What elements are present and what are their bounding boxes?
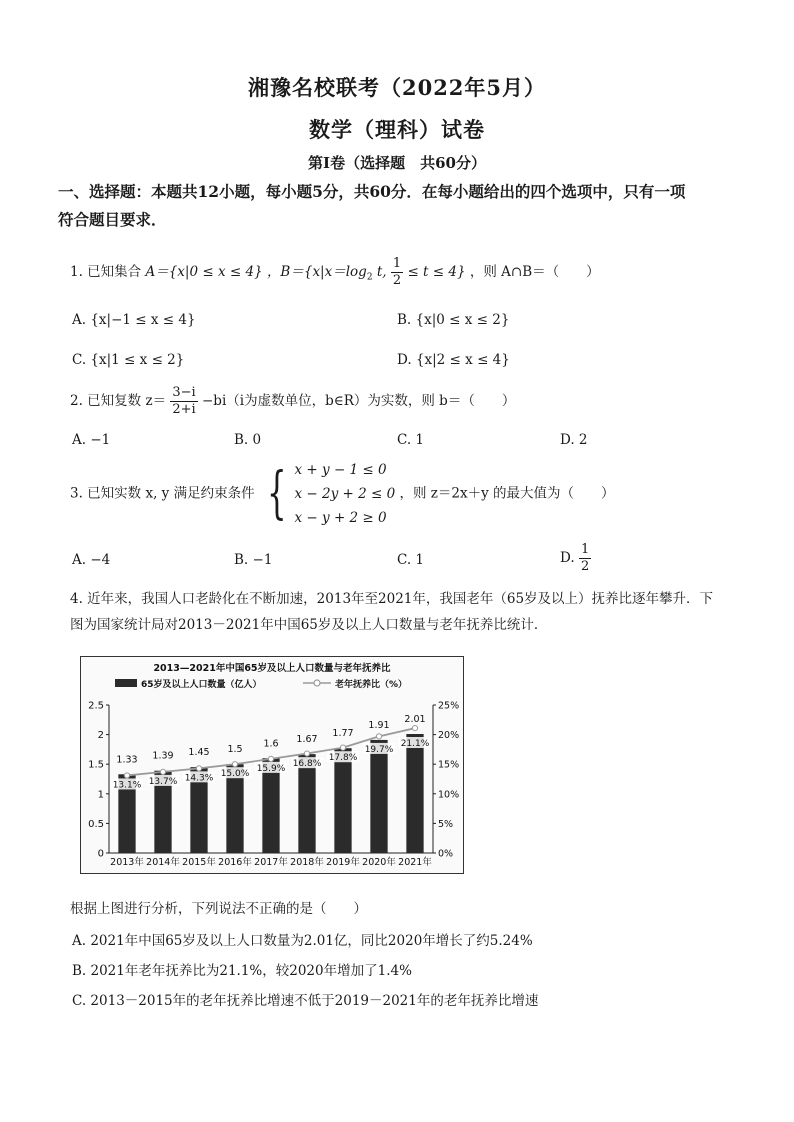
q3-option-d <box>560 542 591 575</box>
q3-option-a: A. −4 <box>72 552 111 568</box>
question-1-stem <box>70 256 600 289</box>
ratio-point <box>160 769 165 774</box>
ratio-point <box>412 725 417 730</box>
ratio-point <box>232 762 237 767</box>
q3-brace-icon: { <box>266 461 287 526</box>
part-heading: 第Ⅰ卷（选择题 共60分） <box>308 154 486 172</box>
ratio-point <box>268 756 273 761</box>
q1-option-b: B. {x|0 ≤ x ≤ 2} <box>397 312 510 328</box>
q3-prefix: 3. 已知实数 x, y 满足约束条件 <box>70 485 255 502</box>
q1-frac-den: 2 <box>392 273 402 288</box>
section-line-1: 一、选择题：本题共12小题，每小题5分，共60分．在每小题给出的四个选项中，只有一项 <box>58 182 686 201</box>
q4-line-2: 图为国家统计局对2013－2021年中国65岁及以上人口数量与老年抚养比统计． <box>70 617 548 633</box>
left-tick-label: 2.5 <box>88 700 104 712</box>
q3-constraint-1: x + y − 1 ≤ 0 <box>294 462 387 478</box>
x-tick-label: 2013年 <box>110 857 144 868</box>
population-chart <box>80 656 464 874</box>
legend-line-marker <box>314 680 320 686</box>
q2-option-a: A. −1 <box>72 432 111 448</box>
x-tick-label: 2019年 <box>326 857 360 868</box>
q1-suffix: ，则 A∩B＝（ ） <box>469 264 600 280</box>
legend-bar-label: 65岁及以上人口数量（亿人） <box>141 680 262 690</box>
bar-value-label: 1.45 <box>188 747 210 759</box>
right-tick-label: 15% <box>438 759 460 771</box>
right-tick-label: 20% <box>438 730 460 742</box>
q2-frac-num: 3−i <box>172 385 196 400</box>
q1-fraction <box>391 256 403 289</box>
ratio-value-label: 13.1% <box>112 780 142 791</box>
q1-set-a: A＝{x|0 ≤ x ≤ 4} <box>145 264 263 280</box>
legend-bar-swatch <box>115 679 137 687</box>
q3-opt-d-num: 1 <box>580 542 590 557</box>
q2-mid: −bi（i为虚数单位，b∈R）为实数，则 b＝（ ） <box>202 393 516 409</box>
chart-svg <box>81 657 463 873</box>
ratio-value-label: 16.8% <box>292 759 322 770</box>
q2-option-c: C. 1 <box>397 432 425 448</box>
x-tick-label: 2014年 <box>146 857 180 868</box>
ratio-value-label: 17.8% <box>328 753 358 764</box>
q4-option-c: C. 2013－2015年的老年抚养比增速不低于2019－2021年的老年抚养比增速 <box>72 993 539 1009</box>
bar-value-label: 1.6 <box>263 738 279 750</box>
question-4-stem <box>70 586 730 638</box>
q2-frac-den: 2+i <box>172 402 196 417</box>
left-tick-label: 1.5 <box>88 759 104 771</box>
right-tick-label: 10% <box>438 789 460 801</box>
bar-value-label: 1.39 <box>152 750 174 762</box>
exam-title: 湘豫名校联考（2022年5月） <box>247 75 547 100</box>
q1-frac-num: 1 <box>392 256 402 271</box>
q1-option-a: A. {x|−1 ≤ x ≤ 4} <box>72 312 196 328</box>
bar-value-label: 1.5 <box>227 744 243 756</box>
q3-opt-d-den: 2 <box>580 559 590 574</box>
q1-option-c: C. {x|1 ≤ x ≤ 2} <box>72 352 185 368</box>
bar-value-label: 2.01 <box>404 714 426 726</box>
x-tick-label: 2016年 <box>218 857 252 868</box>
left-tick-label: 0 <box>97 848 104 860</box>
ratio-point <box>196 766 201 771</box>
q3-constraint-2: x − 2y + 2 ≤ 0 <box>294 486 396 502</box>
legend-line-label: 老年抚养比（%） <box>335 680 408 690</box>
q2-prefix: 2. 已知复数 z＝ <box>70 393 167 409</box>
bar <box>406 734 423 853</box>
q1-option-d: D. {x|2 ≤ x ≤ 4} <box>397 352 510 368</box>
ratio-value-label: 13.7% <box>148 776 178 787</box>
q3-option-d-fraction <box>579 542 591 575</box>
left-tick-label: 1 <box>97 789 104 801</box>
q1-set-b-mid: t, <box>372 264 387 280</box>
q3-option-b: B. −1 <box>234 552 273 568</box>
q4-line-1: 4. 近年来，我国人口老龄化在不断加速，2013年至2021年，我国老年（65岁及以上）抚养比逐年攀升．下 <box>70 591 714 607</box>
ratio-point <box>124 773 129 778</box>
q3-suffix: ，则 z＝2x＋y 的最大值为（ ） <box>399 485 615 502</box>
x-tick-label: 2021年 <box>398 857 432 868</box>
x-tick-label: 2015年 <box>182 857 216 868</box>
q3-constraints <box>295 458 396 530</box>
ratio-point <box>340 745 345 750</box>
q1-prefix: 1. 已知集合 <box>70 264 142 280</box>
q1-set-b-suffix: ≤ t ≤ 4} <box>407 264 466 280</box>
q3-constraint-3: x − y + 2 ≥ 0 <box>294 510 387 526</box>
x-tick-label: 2018年 <box>290 857 324 868</box>
bar-value-label: 1.77 <box>332 728 354 740</box>
q2-option-b: B. 0 <box>234 432 262 448</box>
left-tick-label: 0.5 <box>88 818 104 830</box>
bar <box>334 748 351 853</box>
bar <box>370 740 387 853</box>
ratio-value-label: 15.0% <box>220 769 250 780</box>
chart-title: 2013—2021年中国65岁及以上人口数量与老年抚养比 <box>153 663 391 674</box>
left-tick-label: 2 <box>97 730 104 742</box>
q2-option-d: D. 2 <box>560 432 588 448</box>
q2-fraction <box>170 385 197 418</box>
q4-question: 根据上图进行分析，下列说法不正确的是（ ） <box>70 901 367 917</box>
bar-value-label: 1.67 <box>296 734 318 746</box>
ratio-point <box>376 734 381 739</box>
question-3-stem <box>70 458 615 530</box>
q4-option-b: B. 2021年老年抚养比为21.1%，较2020年增加了1.4% <box>72 963 412 979</box>
ratio-point <box>304 751 309 756</box>
section-line-2: 符合题目要求． <box>58 210 167 229</box>
ratio-value-label: 21.1% <box>400 739 430 750</box>
x-tick-label: 2017年 <box>254 857 288 868</box>
section-instructions <box>58 178 738 234</box>
q1-log-base: 2 <box>366 272 373 283</box>
q4-option-a: A. 2021年中国65岁及以上人口数量为2.01亿，同比2020年增长了约5.24% <box>72 933 533 949</box>
ratio-value-label: 19.7% <box>364 744 394 755</box>
right-tick-label: 5% <box>438 818 454 830</box>
x-tick-label: 2020年 <box>362 857 396 868</box>
q3-option-d-label: D. <box>560 550 575 566</box>
bar-value-label: 1.91 <box>368 719 390 731</box>
exam-subtitle: 数学（理科）试卷 <box>309 117 485 142</box>
q1-set-b-prefix: ，B＝{x|x＝log <box>266 264 367 280</box>
q3-option-c: C. 1 <box>397 552 425 568</box>
bar-value-label: 1.33 <box>116 754 138 766</box>
right-tick-label: 0% <box>438 848 454 860</box>
question-2-stem <box>70 385 515 418</box>
ratio-value-label: 15.9% <box>256 763 286 774</box>
right-tick-label: 25% <box>438 700 460 712</box>
ratio-value-label: 14.3% <box>184 773 214 784</box>
